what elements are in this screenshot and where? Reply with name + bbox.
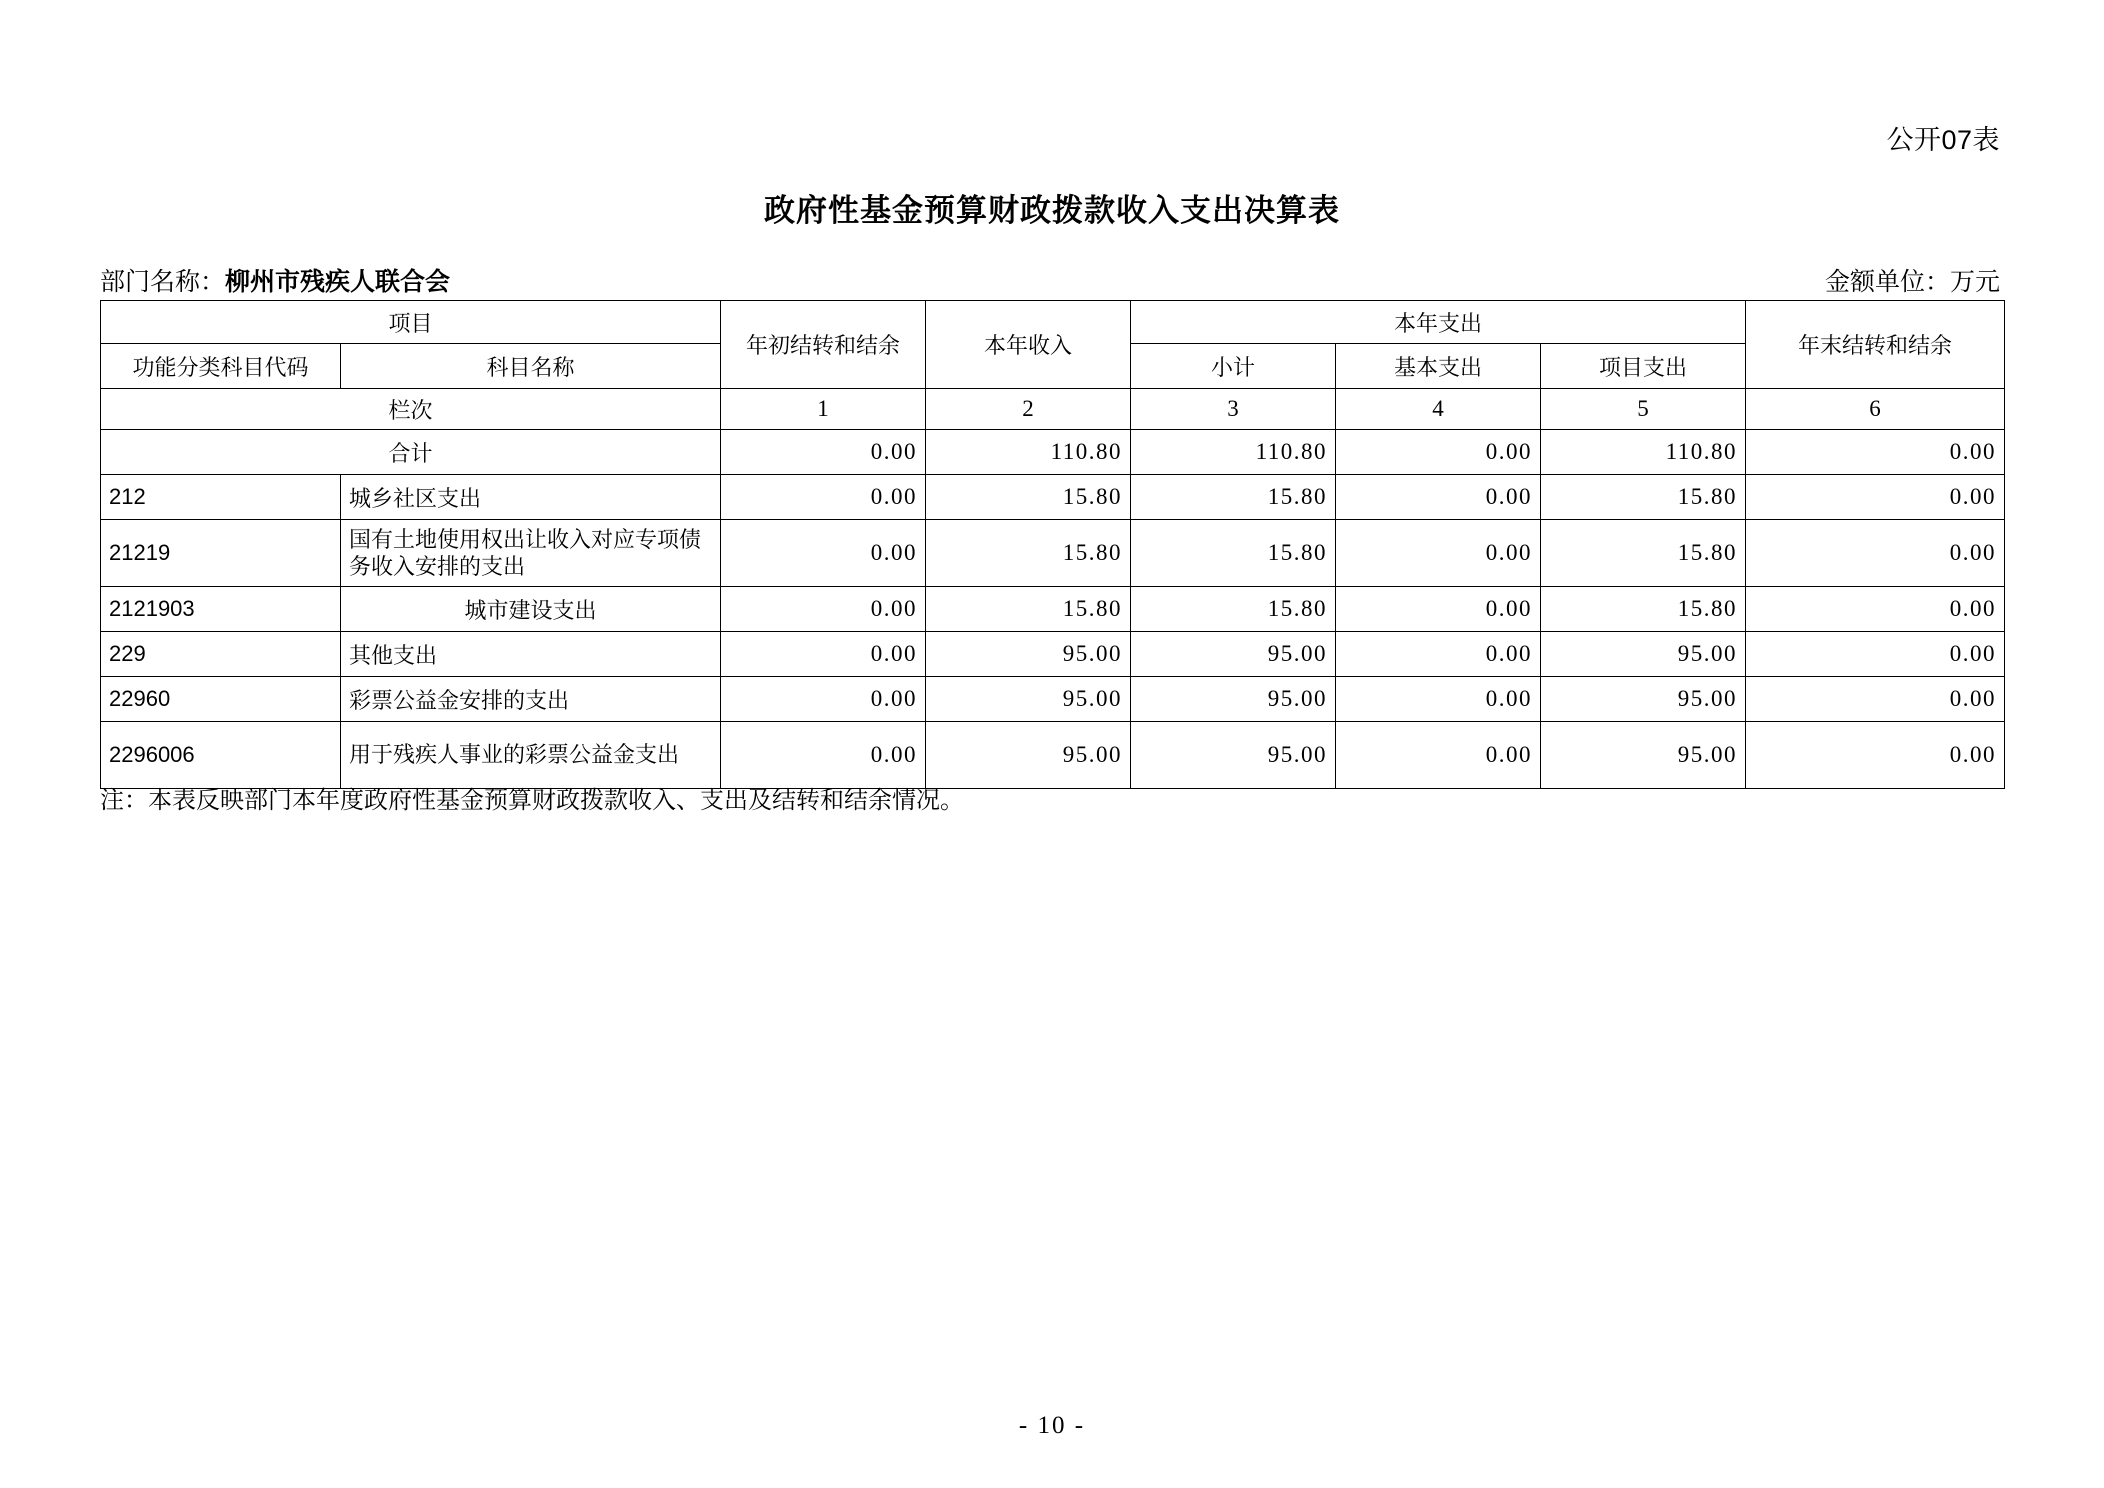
row-project: 110.80: [1541, 430, 1746, 475]
row-project: 95.00: [1541, 677, 1746, 722]
table-row: [101, 475, 2005, 520]
row-income: 15.80: [926, 475, 1131, 520]
header-begin-balance: 年初结转和结余: [721, 301, 926, 389]
row-name: 合计: [101, 430, 721, 475]
row-code: 2121903: [101, 587, 341, 632]
header-end-balance: 年末结转和结余: [1746, 301, 2005, 389]
row-basic: 0.00: [1336, 632, 1541, 677]
department-line: [100, 262, 450, 298]
row-basic: 0.00: [1336, 430, 1541, 475]
column-number-5: 5: [1541, 389, 1746, 430]
column-number-4: 4: [1336, 389, 1541, 430]
column-number-3: 3: [1131, 389, 1336, 430]
row-end-balance: 0.00: [1746, 520, 2005, 587]
column-number-1: 1: [721, 389, 926, 430]
row-code: 229: [101, 632, 341, 677]
row-name: 城乡社区支出: [341, 475, 721, 520]
row-code: 22960: [101, 677, 341, 722]
header-income: 本年收入: [926, 301, 1131, 389]
header-basic-expense: 基本支出: [1336, 344, 1541, 389]
row-project: 15.80: [1541, 520, 1746, 587]
row-begin-balance: 0.00: [721, 520, 926, 587]
row-end-balance: 0.00: [1746, 430, 2005, 475]
row-name: 彩票公益金安排的支出: [341, 677, 721, 722]
row-subtotal: 110.80: [1131, 430, 1336, 475]
row-project: 95.00: [1541, 632, 1746, 677]
budget-table: [100, 300, 2005, 789]
header-group-item: 项目: [101, 301, 721, 344]
column-number-6: 6: [1746, 389, 2005, 430]
department-name: 柳州市残疾人联合会: [225, 268, 451, 296]
row-project: 15.80: [1541, 475, 1746, 520]
page-title: 政府性基金预算财政拨款收入支出决算表: [764, 193, 1340, 228]
page-number: - 10 -: [1018, 1412, 1086, 1439]
row-name: 城市建设支出: [341, 587, 721, 632]
row-basic: 0.00: [1336, 722, 1541, 789]
header-group-expense: 本年支出: [1131, 301, 1746, 344]
row-name: 国有土地使用权出让收入对应专项债务收入安排的支出: [341, 520, 721, 587]
row-basic: 0.00: [1336, 520, 1541, 587]
header-project-expense: 项目支出: [1541, 344, 1746, 389]
header-subtotal: 小计: [1131, 344, 1336, 389]
row-income: 95.00: [926, 632, 1131, 677]
row-basic: 0.00: [1336, 475, 1541, 520]
row-income: 95.00: [926, 722, 1131, 789]
row-subtotal: 95.00: [1131, 632, 1336, 677]
row-begin-balance: 0.00: [721, 632, 926, 677]
table-header-row-1: [101, 301, 2005, 344]
column-number-2: 2: [926, 389, 1131, 430]
header-function-code: 功能分类科目代码: [101, 344, 341, 389]
department-prefix: 部门名称：: [100, 268, 226, 296]
table-row: [101, 632, 2005, 677]
table-row: [101, 587, 2005, 632]
row-project: 15.80: [1541, 587, 1746, 632]
row-code: 21219: [101, 520, 341, 587]
row-subtotal: 95.00: [1131, 677, 1336, 722]
row-end-balance: 0.00: [1746, 677, 2005, 722]
row-project: 95.00: [1541, 722, 1746, 789]
row-income: 95.00: [926, 677, 1131, 722]
row-basic: 0.00: [1336, 677, 1541, 722]
row-begin-balance: 0.00: [721, 475, 926, 520]
row-end-balance: 0.00: [1746, 722, 2005, 789]
row-subtotal: 15.80: [1131, 587, 1336, 632]
column-number-label: 栏次: [101, 389, 721, 430]
row-end-balance: 0.00: [1746, 632, 2005, 677]
table-row: [101, 677, 2005, 722]
row-basic: 0.00: [1336, 587, 1541, 632]
row-begin-balance: 0.00: [721, 430, 926, 475]
row-begin-balance: 0.00: [721, 677, 926, 722]
header-subject-name: 科目名称: [341, 344, 721, 389]
row-end-balance: 0.00: [1746, 475, 2005, 520]
row-name: 其他支出: [341, 632, 721, 677]
table-row: [101, 430, 2005, 475]
row-subtotal: 95.00: [1131, 722, 1336, 789]
amount-unit-label: 金额单位：万元: [1824, 268, 2000, 296]
row-begin-balance: 0.00: [721, 587, 926, 632]
row-code: 2296006: [101, 722, 341, 789]
row-income: 110.80: [926, 430, 1131, 475]
table-row: [101, 520, 2005, 587]
form-label: 公开07表: [1886, 125, 2000, 155]
row-subtotal: 15.80: [1131, 520, 1336, 587]
row-name: 用于残疾人事业的彩票公益金支出: [341, 722, 721, 789]
table-note: 注：本表反映部门本年度政府性基金预算财政拨款收入、支出及结转和结余情况。: [100, 787, 964, 814]
row-begin-balance: 0.00: [721, 722, 926, 789]
row-code: 212: [101, 475, 341, 520]
row-end-balance: 0.00: [1746, 587, 2005, 632]
row-income: 15.80: [926, 587, 1131, 632]
table-column-number-row: [101, 389, 2005, 430]
table-row: [101, 722, 2005, 789]
row-subtotal: 15.80: [1131, 475, 1336, 520]
row-income: 15.80: [926, 520, 1131, 587]
